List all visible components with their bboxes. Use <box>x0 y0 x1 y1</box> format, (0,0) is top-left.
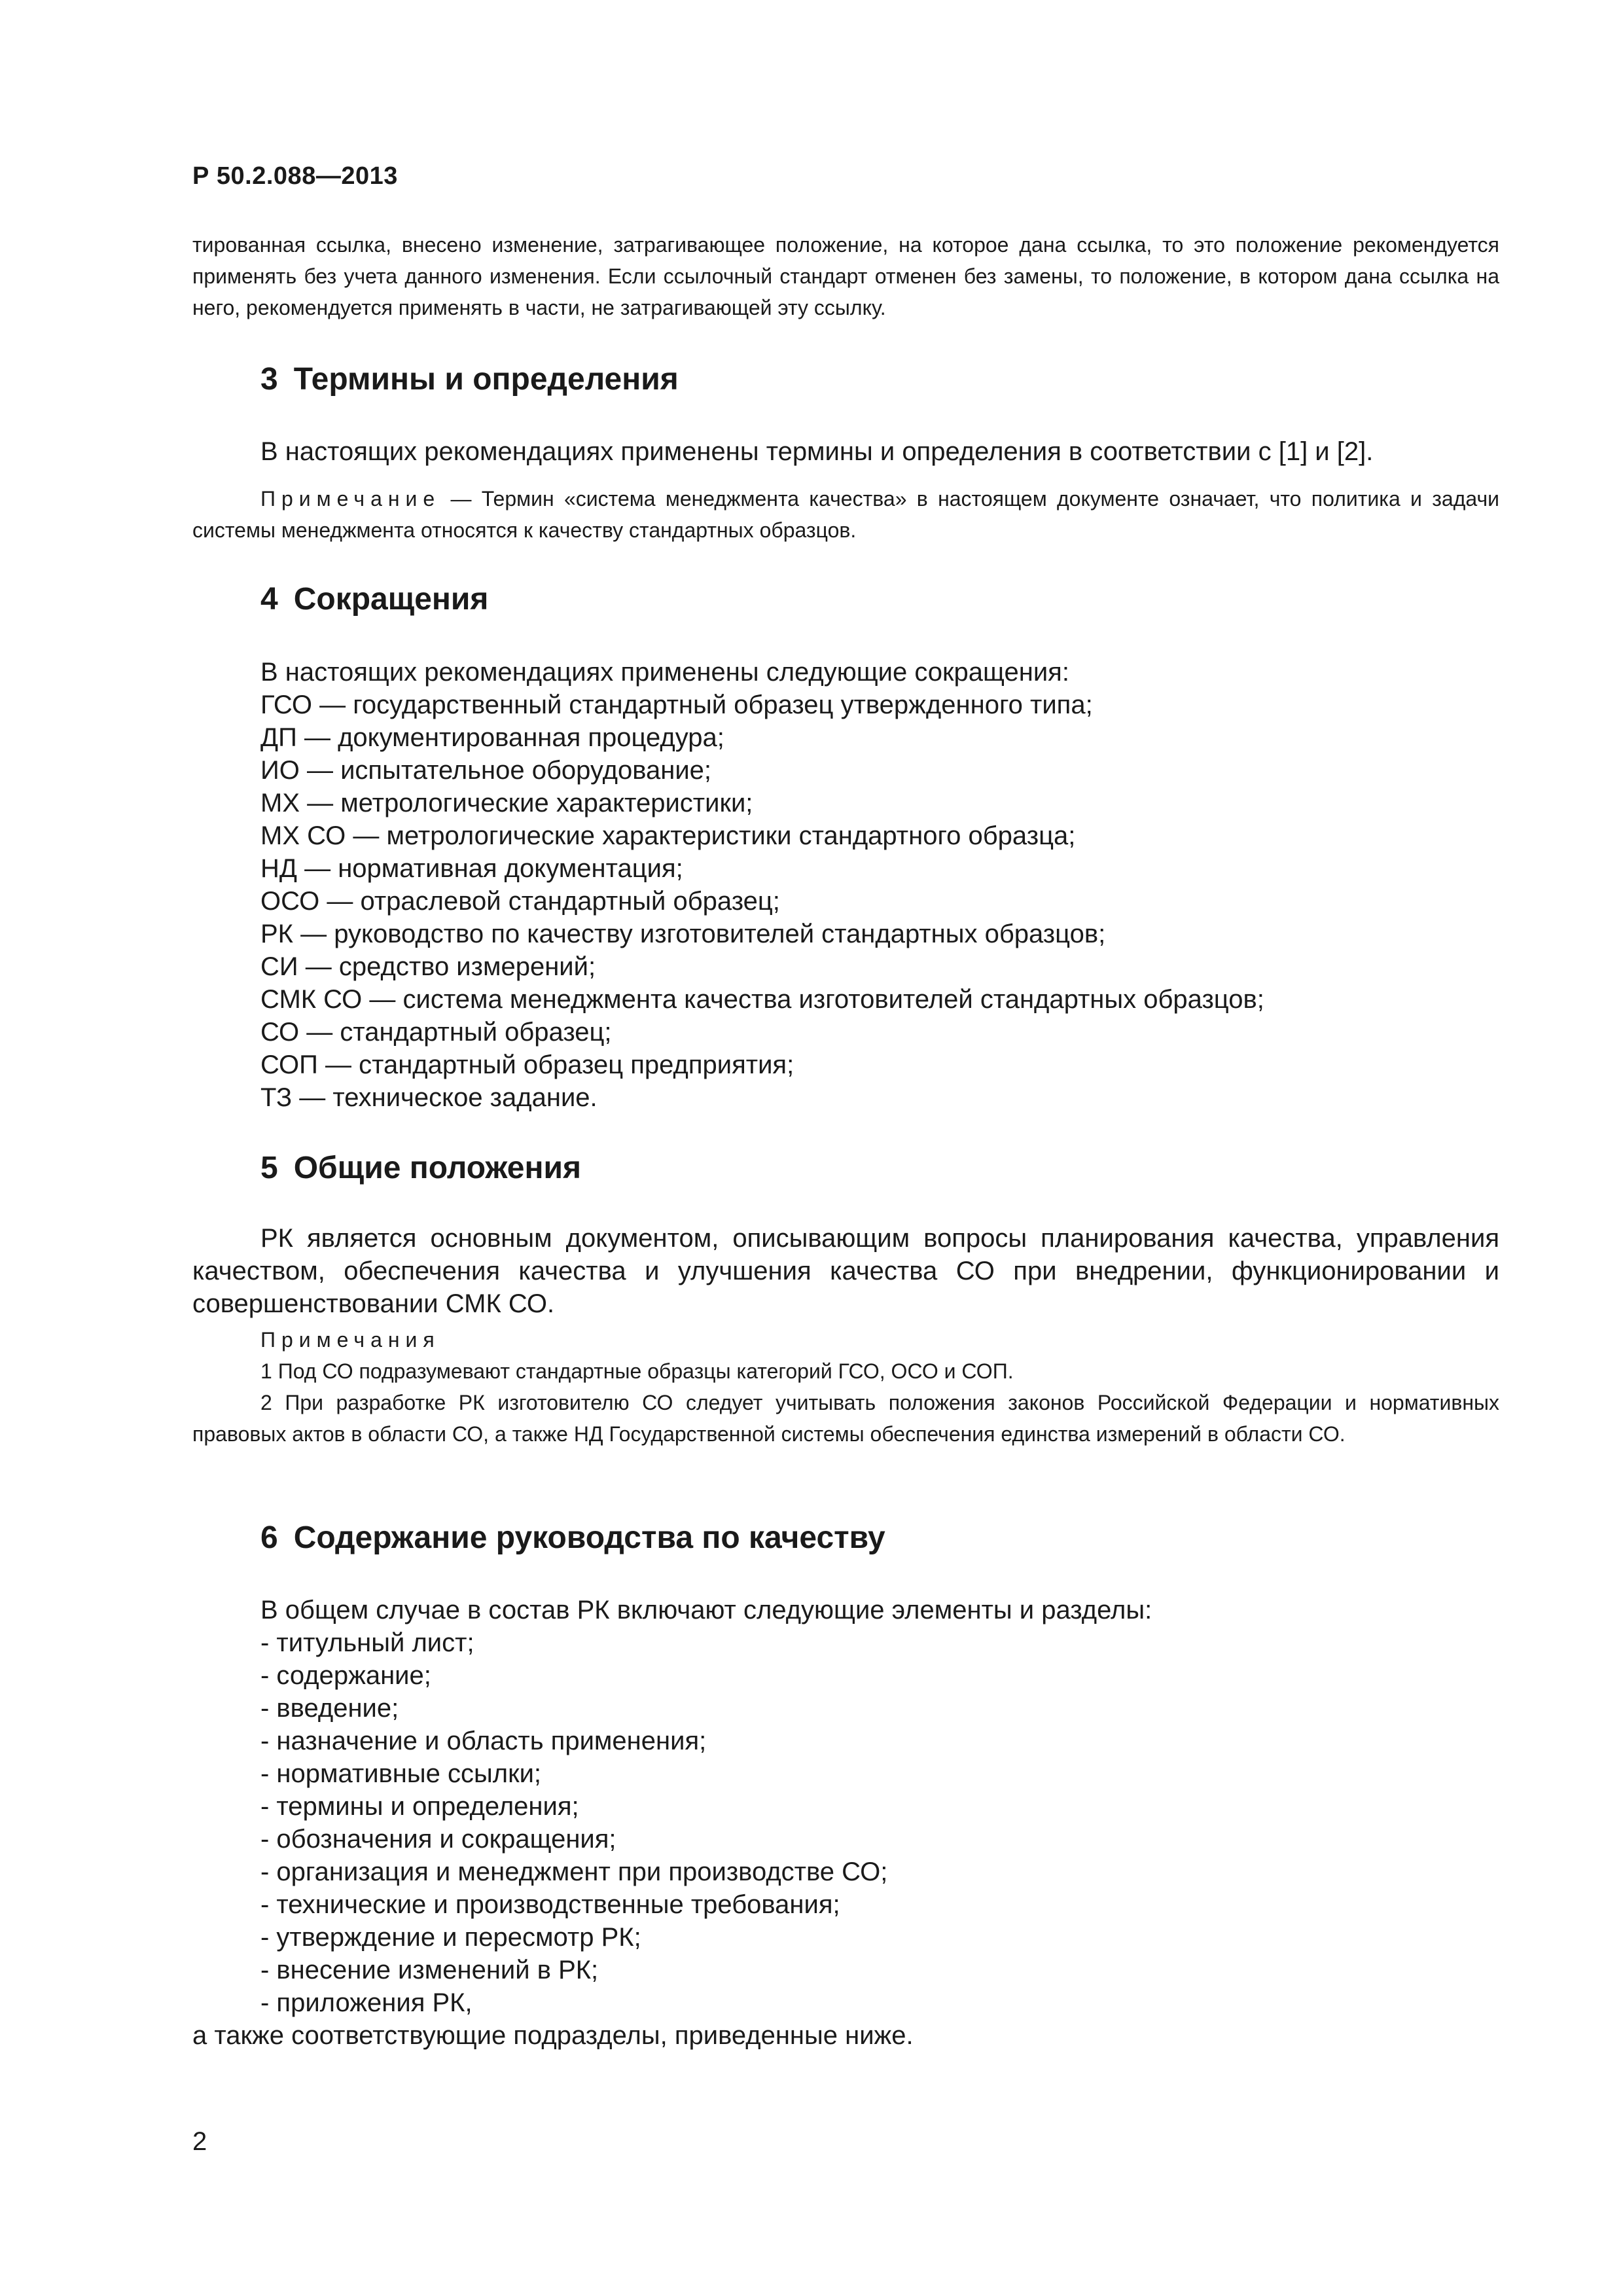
section-5-number: 5 <box>260 1151 278 1185</box>
section-3-heading <box>260 361 679 397</box>
section-3-paragraph <box>192 435 1499 468</box>
contents-closing: а также соответствующие подразделы, приведенные ниже. <box>192 2021 914 2050</box>
list-item: - приложения РК, <box>260 1988 473 2017</box>
section-4-number: 4 <box>260 582 278 617</box>
section-5-title: Общие положения <box>293 1151 581 1185</box>
contents-list <box>192 1594 1499 2052</box>
section-5-paragraph <box>192 1222 1499 1320</box>
list-item: - технические и производственные требования; <box>260 1890 840 1919</box>
list-item: - титульный лист; <box>260 1628 474 1657</box>
list-item: ГСО — государственный стандартный образец утвержденного типа; <box>260 691 1093 719</box>
list-item: ОСО — отраслевой стандартный образец; <box>260 887 780 916</box>
section-6-title: Содержание руководства по качеству <box>293 1520 885 1555</box>
section-4-title: Сокращения <box>293 582 489 617</box>
list-item: ТЗ — техническое задание. <box>260 1083 597 1112</box>
list-item: - организация и менеджмент при производстве СО; <box>260 1857 888 1886</box>
section-6-number: 6 <box>260 1520 278 1555</box>
list-item: СО — стандартный образец; <box>260 1018 612 1047</box>
abbreviations-list <box>192 656 1567 1114</box>
section-4-heading <box>260 581 488 617</box>
list-item: - содержание; <box>260 1661 431 1690</box>
list-item: ИО — испытательное оборудование; <box>260 756 712 785</box>
note-text: — Термин «система менеджмента качества» в настоящем документе означает, что политика и задачи системы менеджмента относятся к качеству стандартных образцов. <box>192 487 1499 542</box>
contents-intro: В общем случае в состав РК включают следующие элементы и разделы: <box>260 1596 1152 1624</box>
notes-label: Примечания <box>260 1328 440 1352</box>
list-item: ДП — документированная процедура; <box>260 723 724 752</box>
list-item: - введение; <box>260 1694 399 1723</box>
list-item: СИ — средство измерений; <box>260 952 596 981</box>
note-label: Примечание <box>260 487 441 511</box>
intro-text: тированная ссылка, внесено изменение, затрагивающее положение, на которое дана ссылка, то это положение рекомендуется применять без учета данного изменения. Если ссылочный стандарт отменен без замены, то положение, в котором дана ссылка на него, рекомендуется применять в части, не затрагивающей эту ссылку. <box>192 233 1499 319</box>
section-5-text: РК является основным документом, описывающим вопросы планирования качества, управления качеством, обеспечения качества и улучшения качества СО при внедрении, функционировании и совершенствовании СМК СО. <box>192 1224 1499 1318</box>
section-3-note <box>192 483 1499 546</box>
list-item: - назначение и область применения; <box>260 1727 707 1755</box>
section-5-notes <box>192 1324 1499 1450</box>
note-item: 2 При разработке РК изготовителю СО следует учитывать положения законов Российской Федерации и нормативных правовых актов в области СО, а также НД Государственной системы обеспечения единства измерений в области СО. <box>192 1391 1499 1446</box>
list-item: - обозначения и сокращения; <box>260 1825 616 1854</box>
intro-paragraph <box>192 229 1499 323</box>
list-item: - нормативные ссылки; <box>260 1759 542 1788</box>
list-item: НД — нормативная документация; <box>260 854 683 883</box>
abbreviations-intro: В настоящих рекомендациях применены следующие сокращения: <box>260 658 1069 687</box>
section-3-number: 3 <box>260 362 278 397</box>
list-item: РК — руководство по качеству изготовителей стандартных образцов; <box>260 920 1106 948</box>
list-item: МХ СО — метрологические характеристики стандартного образца; <box>260 821 1076 850</box>
note-item: 1 Под СО подразумевают стандартные образцы категорий ГСО, ОСО и СОП. <box>260 1359 1014 1383</box>
section-3-text: В настоящих рекомендациях применены термины и определения в соответствии с [1] и [2]. <box>260 437 1374 466</box>
list-item: - термины и определения; <box>260 1792 579 1821</box>
section-3-title: Термины и определения <box>293 362 679 397</box>
list-item: - утверждение и пересмотр РК; <box>260 1923 641 1952</box>
section-5-heading <box>260 1150 581 1186</box>
section-6-heading <box>260 1520 885 1556</box>
list-item: СОП — стандартный образец предприятия; <box>260 1050 794 1079</box>
page-number: 2 <box>192 2127 207 2156</box>
list-item: МХ — метрологические характеристики; <box>260 789 753 817</box>
list-item: СМК СО — система менеджмента качества изготовителей стандартных образцов; <box>260 985 1264 1014</box>
list-item: - внесение изменений в РК; <box>260 1956 599 1984</box>
document-code: Р 50.2.088—2013 <box>192 162 398 190</box>
